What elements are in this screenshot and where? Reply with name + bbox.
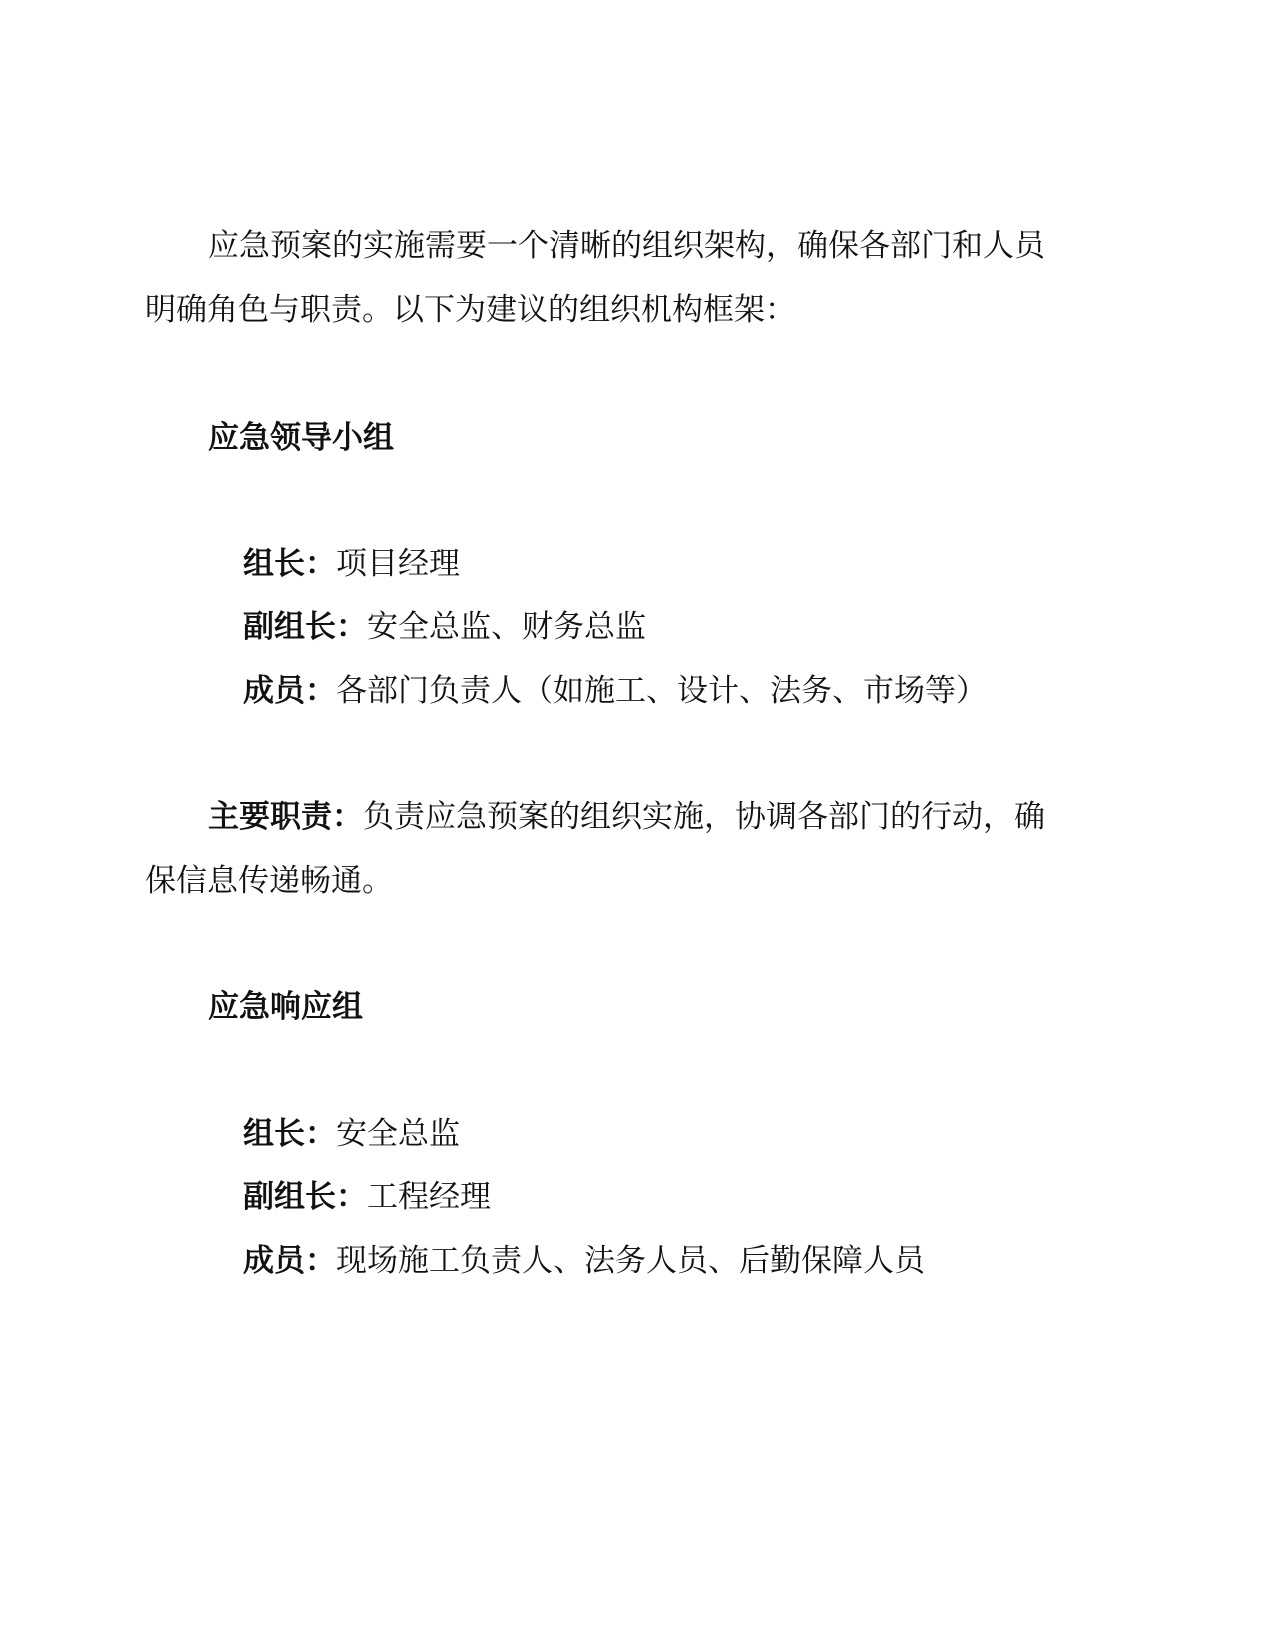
members-label: 成员： (243, 673, 336, 709)
leadership-leader-row (243, 544, 460, 584)
response-members-row (243, 1241, 925, 1281)
leader-value: 安全总监 (336, 1116, 460, 1152)
intro-line-2: 明确角色与职责。以下为建议的组织机构框架： (145, 292, 796, 328)
duty-label: 主要职责： (208, 799, 363, 835)
leadership-deputy-row (243, 607, 646, 647)
duty-line-2: 保信息传递畅通。 (145, 863, 393, 899)
deputy-value: 工程经理 (367, 1179, 491, 1215)
response-leader-row (243, 1114, 460, 1154)
intro-line-1: 应急预案的实施需要一个清晰的组织架构，确保各部门和人员 (208, 228, 1045, 264)
members-value: 各部门负责人（如施工、设计、法务、市场等） (336, 673, 987, 709)
duty-text: 负责应急预案的组织实施，协调各部门的行动，确 (363, 799, 1045, 835)
response-group-heading: 应急响应组 (208, 989, 363, 1025)
response-deputy-row (243, 1177, 491, 1217)
leader-label: 组长： (243, 546, 336, 582)
members-label: 成员： (243, 1243, 336, 1279)
leader-label: 组长： (243, 1116, 336, 1152)
leadership-group-heading: 应急领导小组 (208, 420, 394, 456)
leader-value: 项目经理 (336, 546, 460, 582)
leadership-members-row (243, 671, 987, 711)
deputy-label: 副组长： (243, 1179, 367, 1215)
members-value: 现场施工负责人、法务人员、后勤保障人员 (336, 1243, 925, 1279)
deputy-label: 副组长： (243, 609, 367, 645)
deputy-value: 安全总监、财务总监 (367, 609, 646, 645)
duty-line-1 (208, 797, 1045, 837)
